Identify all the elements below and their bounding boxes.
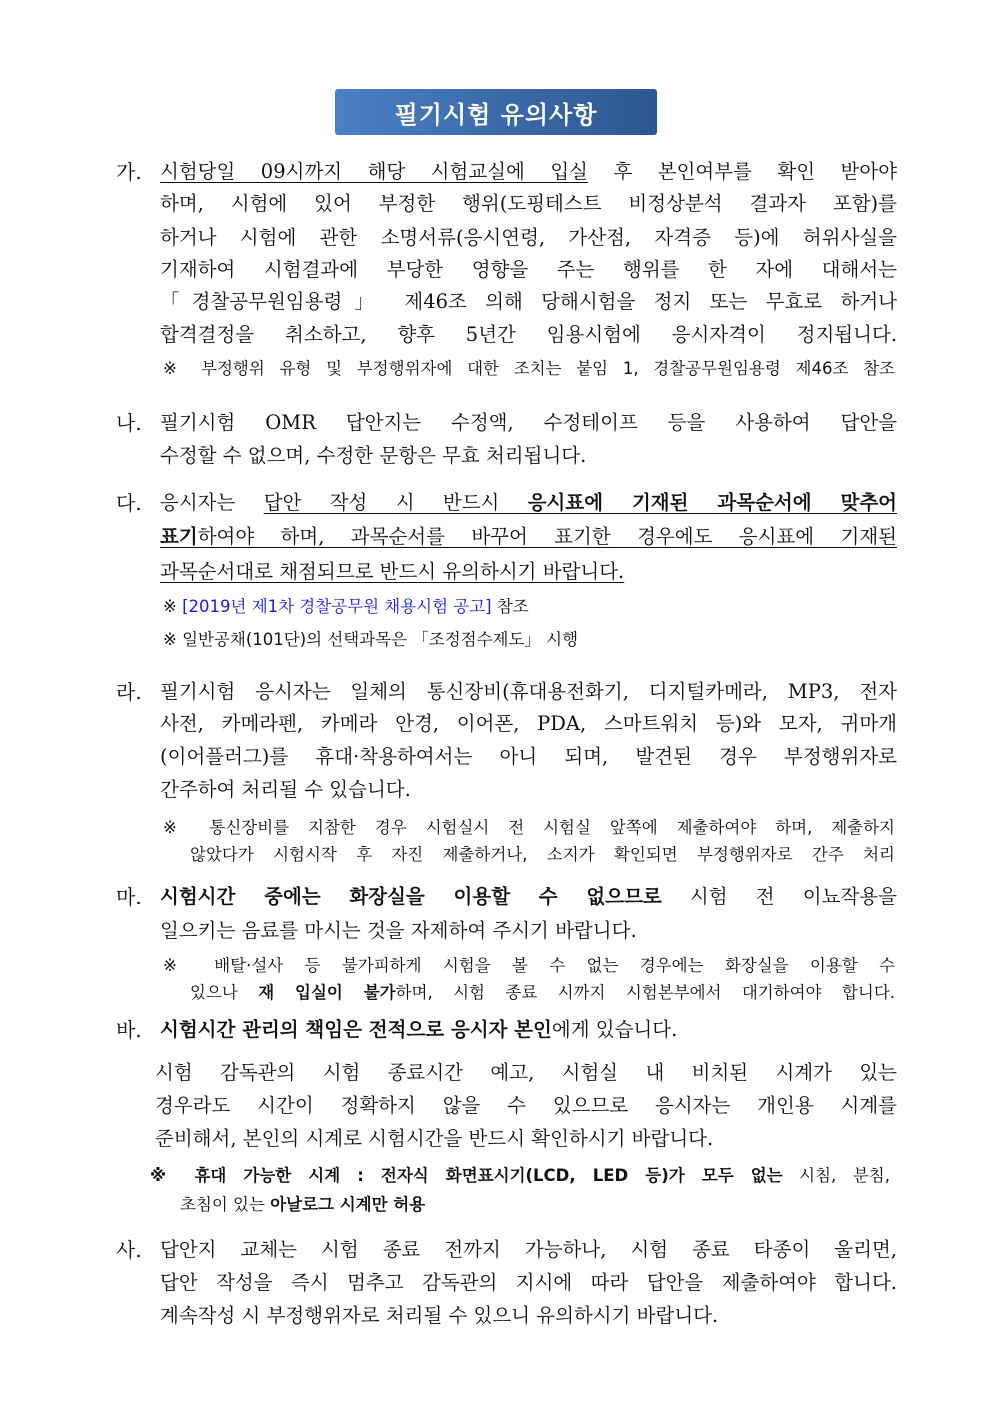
page-title <box>335 89 657 135</box>
item-marker: 라. <box>116 680 142 704</box>
text-segment: ※ <box>163 597 183 616</box>
text-segment: 아날로그 시계만 허용 <box>270 1195 426 1214</box>
text-segment: 필기시험 응시자는 일체의 통신장비(휴대용전화기, 디지털카메라, MP3, 전자 <box>160 680 897 703</box>
text-segment: 재 입실이 불가 <box>258 983 396 1002</box>
text-segment: 간주하여 처리될 수 있습니다. <box>160 778 411 801</box>
note-line <box>163 624 895 656</box>
text-segment: 합격결정을 취소하고, 향후 5년간 임용시험에 응시자격이 정지됩니다. <box>160 323 897 346</box>
text-segment: 기재하여 시험결과에 부당한 영향을 주는 행위를 한 자에 대해서는 <box>160 258 897 281</box>
note-line <box>190 839 895 871</box>
text-segment: 시험 감독관의 시험 종료시간 예고, 시험실 내 비치된 시계가 있는 <box>155 1061 897 1084</box>
text-segment: 하여야 하며, 과목순서를 바꾸어 표기한 경우에도 응시표에 기재된 <box>197 525 897 548</box>
text-segment: ※ 부정행위 유형 및 부정행위자에 대한 조치는 붙임 1, 경찰공무원임용령 제46조 참조 <box>163 359 895 378</box>
text-line <box>160 440 897 472</box>
text-segment: 있으나 <box>190 983 259 1002</box>
text-segment: 답안 작성 시 반드시 <box>263 491 528 514</box>
note-line <box>163 591 895 623</box>
text-line <box>160 556 897 588</box>
text-line <box>160 1234 897 1266</box>
text-line <box>160 1267 897 1299</box>
item-marker: 가. <box>116 160 142 184</box>
text-segment: 경우라도 시간이 정확하지 않을 수 있으므로 응시자는 개인용 시계를 <box>155 1094 897 1117</box>
item-marker: 사. <box>116 1238 142 1262</box>
text-segment: 「경찰공무원임용령」 제46조 의해 당해시험을 정지 또는 무효로 하거나 <box>160 290 897 313</box>
text-line <box>160 741 897 773</box>
text-line <box>160 319 897 351</box>
text-segment: 참조 <box>491 597 529 616</box>
text-segment: 후 본인여부를 확인 받아야 <box>588 160 897 183</box>
text-segment: ※ 배탈·설사 등 불가피하게 시험을 볼 수 없는 경우에는 화장실을 이용할 수 <box>163 956 895 975</box>
text-segment: 초침이 있는 <box>180 1195 271 1214</box>
text-line <box>160 286 897 318</box>
text-segment: (이어플러그)를 휴대·착용하여서는 아니 되며, 발견된 경우 부정행위자로 <box>160 745 897 768</box>
text-segment: 하며, 시험에 있어 부정한 행위(도핑테스트 비정상분석 결과자 포함)를 <box>160 192 897 215</box>
note-line <box>150 1160 890 1192</box>
text-segment: 시침, 분침, <box>782 1166 890 1185</box>
reference-link-text: [2019년 제1차 경찰공무원 채용시험 공고] <box>182 597 492 616</box>
text-segment: 준비해서, 본인의 시계로 시험시간을 반드시 확인하시기 바랍니다. <box>155 1127 714 1150</box>
item-marker: 마. <box>116 885 142 909</box>
text-segment: 과목순서대로 채점되므로 반드시 유의하시기 바랍니다. <box>160 560 625 583</box>
text-segment: 응시자는 <box>160 491 264 514</box>
text-line <box>160 222 897 254</box>
note-line <box>163 353 895 385</box>
text-line <box>155 1123 897 1155</box>
text-line <box>160 1300 897 1332</box>
text-segment: 시험시간 중에는 화장실을 이용할 수 없으므로 <box>160 885 662 908</box>
item-marker: 바. <box>116 1018 142 1042</box>
text-line <box>160 1014 897 1046</box>
text-line <box>160 521 897 553</box>
text-line <box>160 156 897 188</box>
note-line <box>190 977 895 1009</box>
text-segment: 수정할 수 없으며, 수정한 문항은 무효 처리됩니다. <box>160 444 587 467</box>
text-line <box>160 188 897 220</box>
text-segment: 답안지 교체는 시험 종료 전까지 가능하나, 시험 종료 타종이 울리면, <box>160 1238 897 1261</box>
item-marker: 다. <box>116 491 142 515</box>
text-segment: 사전, 카메라펜, 카메라 안경, 이어폰, PDA, 스마트워치 등)와 모자, 귀마개 <box>160 712 897 735</box>
text-line <box>160 915 897 947</box>
text-line <box>160 254 897 286</box>
text-segment: 하며, 시험 종료 시까지 시험본부에서 대기하여야 합니다. <box>395 983 895 1002</box>
text-segment: 응시표에 기재된 과목순서에 맞추어 <box>527 491 898 514</box>
text-segment: ※ 일반공채(101단)의 선택과목은 「조정점수제도」 시행 <box>163 630 579 649</box>
text-segment: 에게 있습니다. <box>551 1018 678 1041</box>
text-segment: 시험시간 관리의 책임은 전적으로 응시자 본인 <box>160 1018 552 1041</box>
text-segment: 답안 작성을 즉시 멈추고 감독관의 지시에 따라 답안을 제출하여야 합니다. <box>160 1271 897 1294</box>
text-segment: 시험당일 09시까지 해당 시험교실에 입실 <box>160 160 588 183</box>
note-line <box>180 1189 890 1221</box>
text-line <box>160 708 897 740</box>
text-line <box>155 1090 897 1122</box>
text-segment: ※ 휴대 가능한 시계 : 전자식 화면표시기(LCD, LED 등)가 모두 없는 <box>150 1166 783 1185</box>
text-segment: 계속작성 시 부정행위자로 처리될 수 있으니 유의하시기 바랍니다. <box>160 1304 719 1327</box>
text-line <box>155 1057 897 1089</box>
text-line <box>160 676 897 708</box>
text-segment: 필기시험 OMR 답안지는 수정액, 수정테이프 등을 사용하여 답안을 <box>160 411 897 434</box>
text-segment: 않았다가 시험시작 후 자진 제출하거나, 소지가 확인되면 부정행위자로 간주 처리 <box>190 845 895 864</box>
text-segment: 표기 <box>160 525 198 548</box>
text-line <box>160 487 897 519</box>
item-marker: 나. <box>116 411 142 435</box>
text-segment: ※ 통신장비를 지참한 경우 시험실시 전 시험실 앞쪽에 제출하여야 하며, 제출하지 <box>163 818 895 837</box>
text-segment: 시험 전 이뇨작용을 <box>661 885 897 908</box>
text-segment: 하거나 시험에 관한 소명서류(응시연령, 가산점, 자격증 등)에 허위사실을 <box>160 226 897 249</box>
text-line <box>160 881 897 913</box>
page-title-text: 필기시험 유의사항 <box>394 100 598 129</box>
text-line <box>160 774 897 806</box>
text-segment: 일으키는 음료를 마시는 것을 자제하여 주시기 바랍니다. <box>160 919 637 942</box>
text-line <box>160 407 897 439</box>
